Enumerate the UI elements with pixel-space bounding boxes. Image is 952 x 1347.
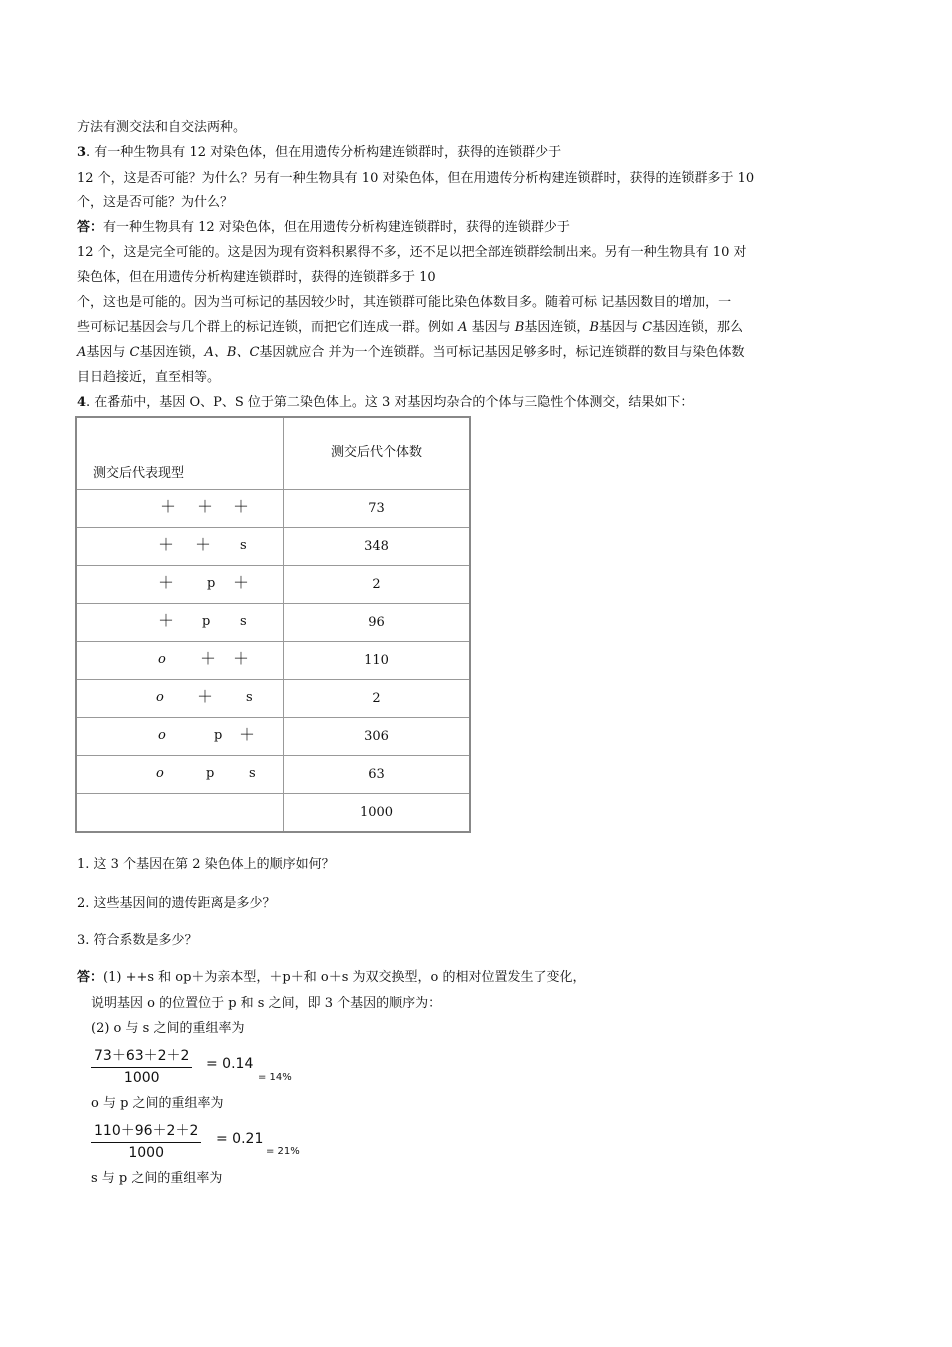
fraction-o-p-numerator: 110＋96＋2＋2: [91, 1120, 201, 1143]
fraction-o-p-percent: = 21%: [266, 1146, 300, 1157]
allele-wild-type: ＋: [160, 496, 177, 516]
question-3-line-2: 12 个，这是否可能？为什么？另有一种生物具有 10 对染色体，但在用遗传分析构建连锁群时，获得的连锁群多于 10: [77, 171, 755, 186]
phenotype-cell: [76, 756, 284, 794]
gene-a: A: [458, 320, 468, 335]
phenotype-cell: [76, 680, 284, 718]
question-4-number: 4: [77, 395, 87, 410]
answer-3-text-5d: 基因与: [598, 320, 643, 335]
answer-3-line-7: 目日趋接近，直至相等。: [77, 370, 221, 385]
count-cell: 306: [284, 718, 471, 756]
allele-wild-type: ＋: [158, 534, 175, 554]
gene-c: C: [642, 320, 653, 335]
answer-3-line-5: [77, 319, 743, 337]
allele-wild-type: ＋: [197, 496, 214, 516]
question-4-text-1: . 在番茄中，基因 O、P、S 位于第二染色体上。这 3 对基因均杂合的个体与三隐性个体测交，结果如下：: [86, 395, 694, 410]
table-header-phenotype: 测交后代表现型: [76, 417, 284, 490]
allele-p: p: [206, 765, 215, 781]
allele-o: o: [158, 651, 166, 667]
allele-wild-type: ＋: [233, 496, 250, 516]
gene-b: B: [589, 320, 599, 335]
phenotype-cell: [76, 718, 284, 756]
answer-3-text-5c: 基因连锁，: [524, 320, 590, 335]
phenotype: [115, 686, 253, 706]
phenotype-cell: [76, 528, 284, 566]
allele-p: p: [202, 613, 211, 629]
count-cell: 2: [284, 680, 471, 718]
answer-4-line-5: s 与 p 之间的重组率为: [91, 1171, 223, 1186]
allele-o: o: [156, 765, 164, 781]
fraction-o-s: [91, 1045, 192, 1086]
answer-3-text-6a: 基因与: [86, 345, 130, 360]
fraction-o-p: [91, 1120, 201, 1161]
phenotype-cell: [76, 490, 284, 528]
table-row: [76, 680, 470, 718]
phenotype: [115, 612, 245, 630]
table-row: [76, 604, 470, 642]
answer-4-line-1: [77, 969, 585, 987]
count-cell: 96: [284, 604, 471, 642]
answer-3-line-6: [77, 344, 745, 362]
count-cell: 73: [284, 490, 471, 528]
answer-4-label: 答：: [77, 970, 104, 985]
allele-wild-type: ＋: [239, 724, 256, 744]
question-3-text-1: . 有一种生物具有 12 对染色体，但在用遗传分析构建连锁群时，获得的连锁群少于: [86, 145, 562, 160]
question-4-line-1: [77, 394, 693, 412]
phenotype-cell: [76, 604, 284, 642]
phenotype: [115, 648, 250, 668]
answer-3-text-6c: 基因就应合 并为一个连锁群。当可标记基因足够多时，标记连锁群的数目与染色体数: [259, 345, 745, 360]
answer-4-line-3: (2) o 与 s 之间的重组率为: [91, 1021, 245, 1036]
count-cell: 63: [284, 756, 471, 794]
count-cell: 348: [284, 528, 471, 566]
gene-a: A: [77, 345, 87, 360]
allele-s: s: [249, 765, 256, 781]
fraction-o-p-value: = 0.21: [216, 1131, 264, 1147]
question-3-line-3: 个，这是否可能？为什么？: [77, 195, 234, 210]
gene-abc: A、B、C: [204, 345, 260, 360]
allele-p: p: [214, 727, 223, 743]
intro-line: 方法有测交法和自交法两种。: [77, 120, 247, 135]
answer-4-line-4: o 与 p 之间的重组率为: [91, 1096, 224, 1111]
gene-c: C: [129, 345, 140, 360]
allele-wild-type: ＋: [200, 648, 217, 668]
sub-question-2: 2. 这些基因间的遗传距离是多少？: [77, 896, 276, 911]
fraction-o-p-denominator: 1000: [128, 1145, 164, 1161]
count-cell: 110: [284, 642, 471, 680]
sub-question-1: 1. 这 3 个基因在第 2 染色体上的顺序如何？: [77, 857, 335, 872]
fraction-o-s-value: = 0.14: [206, 1056, 254, 1072]
allele-s: s: [246, 689, 253, 705]
table-row: [76, 642, 470, 680]
answer-4-line-2: 说明基因 o 的位置位于 p 和 s 之间，即 3 个基因的顺序为：: [91, 996, 442, 1011]
question-3-number: 3: [77, 145, 87, 160]
answer-3-line-4: 个，这也是可能的。因为当可标记的基因较少时，其连锁群可能比染色体数目多。随着可标 记基因数目的增加，一: [77, 295, 732, 310]
answer-3-text-5a: 些可标记基因会与几个群上的标记连锁，而把它们连成一群。例如: [77, 320, 459, 335]
answer-3-text-5e: 基因连锁，那么: [652, 320, 744, 335]
answer-3-line-3: 染色体，但在用遗传分析构建连锁群时，获得的连锁群多于 10: [77, 270, 436, 285]
table-header-row: [76, 417, 470, 490]
allele-wild-type: ＋: [233, 648, 250, 668]
answer-3-text-6b: 基因连锁，: [139, 345, 205, 360]
allele-wild-type: ＋: [197, 686, 214, 706]
fraction-o-s-numerator: 73＋63＋2＋2: [91, 1045, 192, 1068]
allele-wild-type: ＋: [195, 534, 212, 554]
table-total-row: [76, 794, 470, 833]
phenotype: [115, 572, 250, 592]
answer-3-text-5b: 基因与: [467, 320, 515, 335]
answer-3-text-1: 有一种生物具有 12 对染色体，但在用遗传分析构建连锁群时，获得的连锁群少于: [103, 220, 570, 235]
phenotype-cell: [76, 642, 284, 680]
phenotype: [115, 496, 250, 516]
table-row: [76, 718, 470, 756]
table-row: [76, 756, 470, 794]
fraction-o-s-denominator: 1000: [123, 1070, 160, 1086]
total-cell: 1000: [284, 794, 471, 833]
allele-wild-type: ＋: [158, 610, 175, 630]
table-row: [76, 566, 470, 604]
allele-o: o: [158, 727, 166, 743]
answer-3-label: 答：: [77, 220, 104, 235]
question-3-line-1: [77, 144, 561, 162]
phenotype: [115, 764, 256, 782]
allele-wild-type: ＋: [158, 572, 175, 592]
table-row: [76, 490, 470, 528]
phenotype-cell: [76, 566, 284, 604]
count-cell: 2: [284, 566, 471, 604]
allele-s: s: [240, 537, 247, 553]
testcross-table: [75, 416, 471, 833]
table-row: [76, 528, 470, 566]
phenotype: [115, 724, 256, 744]
allele-p: p: [207, 575, 216, 591]
answer-4-text-1: (1) ++s 和 op＋为亲本型，＋p＋和 o＋s 为双交换型，o 的相对位置发生了变化，: [103, 970, 586, 985]
answer-3-line-1: [77, 219, 570, 237]
phenotype: [115, 536, 245, 554]
gene-b: B: [514, 320, 525, 335]
sub-question-3: 3. 符合系数是多少？: [77, 933, 198, 948]
allele-wild-type: ＋: [233, 572, 250, 592]
allele-o: o: [156, 689, 164, 705]
fraction-o-s-percent: = 14%: [258, 1072, 292, 1083]
answer-3-line-2: 12 个，这是完全可能的。这是因为现有资料积累得不多，还不足以把全部连锁群绘制出来。另有一种生物具有 10 对: [77, 245, 747, 260]
table-header-count: 测交后代个体数: [284, 417, 471, 490]
allele-s: s: [240, 613, 247, 629]
empty-cell: [76, 794, 284, 833]
